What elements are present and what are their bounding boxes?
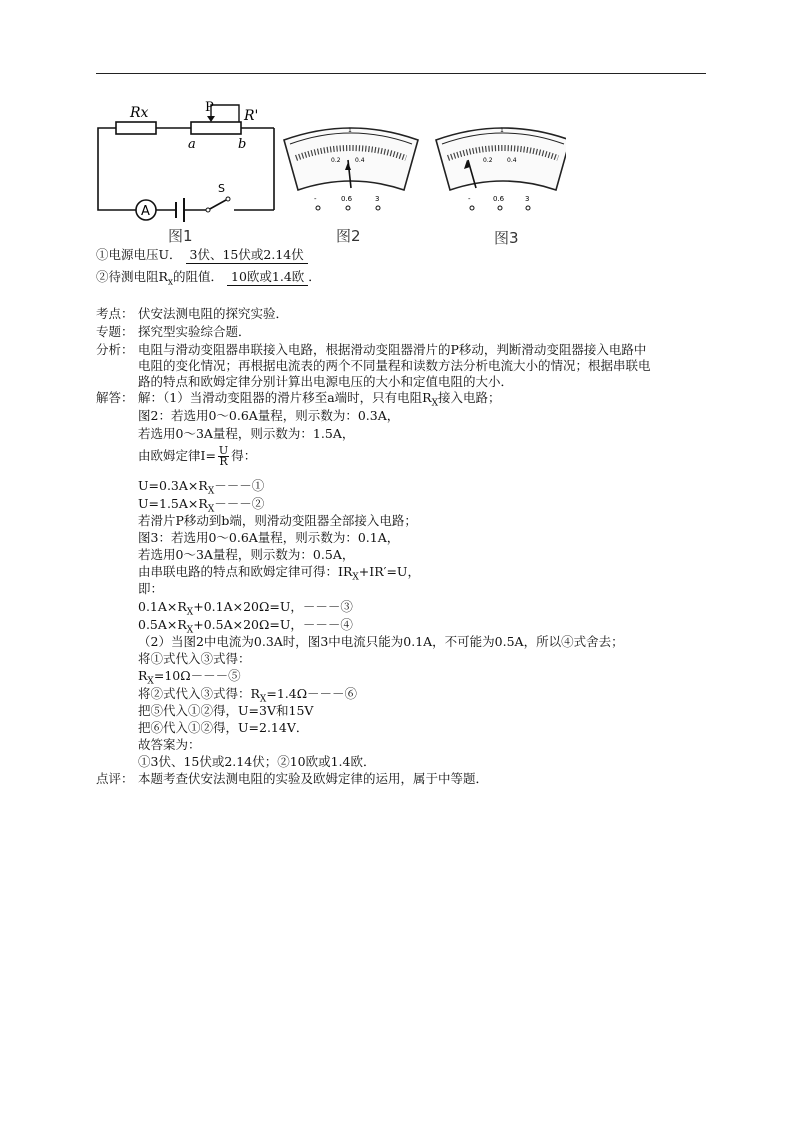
terminal-label: 3 xyxy=(525,195,530,203)
equation-1: $U=0.3A\times R_X---①$ xyxy=(138,478,265,497)
fenxi-line-3: 路的特点和欧姆定律分别计算出电源电压的大小和定值电阻的大小． xyxy=(138,374,514,389)
rx-label: Rx xyxy=(130,105,149,121)
q1-answer: 3伏、15伏或2.14伏 xyxy=(186,247,308,264)
fenxi-row: 分析： 电阻与滑动变阻器串联接入电路，根据滑动变阻器滑片的P移动，判断滑动变阻器接入电路中 xyxy=(96,342,647,357)
a-label: a xyxy=(188,137,196,152)
circuit-and-meters xyxy=(96,98,566,248)
solution-line: 由串联电路的特点和欧姆定律可得：$IR_X+IR'=U$， xyxy=(138,564,420,583)
solution-line: 图2：若选用0～0.6A量程，则示数为：0.3A， xyxy=(138,408,400,423)
scale-tick-label: 1 xyxy=(348,127,352,134)
solution-line: 若滑片P移动到b端，则滑动变阻器全部接入电路； xyxy=(138,513,417,528)
scale-tick-label: 0.4 xyxy=(355,157,365,164)
fraction-u-over-r: $\frac{U}{R}$ xyxy=(218,444,229,468)
solution-line: 即： xyxy=(138,581,164,596)
question-1: ①电源电压U． 3伏、15伏或2.14伏 xyxy=(96,247,308,264)
q2-answer: 10欧或1.4欧 xyxy=(227,269,308,286)
slider-arrow xyxy=(207,116,215,122)
kaodian-row: 考点： 伏安法测电阻的探究实验． xyxy=(96,306,289,321)
scale-tick-label: 0.4 xyxy=(507,157,517,164)
fig3-caption: 图3 xyxy=(494,229,519,247)
jieda-row: 解答： 解：（1）当滑动变阻器的滑片移至a端时，只有电阻$R_X$接入电路； xyxy=(96,390,501,409)
fig2-caption: 图2 xyxy=(336,227,361,245)
equation-6: 将②式代入③式得：$R_X=1.4\Omega---⑥$ xyxy=(138,686,358,705)
equation-4: $0.5A\times R_X+0.5A\times 20\Omega=U$，－－－④ xyxy=(138,617,353,636)
ammeter-letter: A xyxy=(141,204,150,219)
dianping-row: 点评： 本题考查伏安法测电阻的实验及欧姆定律的运用，属于中等题． xyxy=(96,771,489,786)
terminal-label: 0.6 xyxy=(493,195,505,203)
final-answer: ①3伏、15伏或2.14伏；②10欧或1.4欧． xyxy=(138,754,376,769)
question-2: ②待测电阻$R_x$的阻值． 10欧或1.4欧 ． xyxy=(96,269,321,288)
s-label: S xyxy=(218,182,225,195)
rprime-label: R' xyxy=(244,108,259,124)
fig1-caption: 图1 xyxy=(168,227,193,245)
figures-row xyxy=(96,98,566,248)
terminal-label: 3 xyxy=(375,195,380,203)
terminal-label: - xyxy=(314,195,317,203)
solution-line: 把⑥代入①②得，U=2.14V． xyxy=(138,720,309,735)
fenxi-line-2: 电阻的变化情况；再根据电流表的两个不同量程和读数方法分析电流大小的情况；根据串联电 xyxy=(138,358,651,373)
b-label: b xyxy=(238,137,247,152)
solution-line-ohm: 由欧姆定律I= $\frac{U}{R}$ 得： xyxy=(138,444,257,468)
header-rule xyxy=(96,73,706,74)
p-label: P xyxy=(205,100,214,115)
solution-line: 若选用0～3A量程，则示数为：0.5A， xyxy=(138,547,355,562)
solution-line: 故答案为： xyxy=(138,737,201,752)
solution-line: （2）当图2中电流为0.3A时，图3中电流只能为0.1A，不可能为0.5A，所以④式舍去； xyxy=(138,634,624,649)
solution-line: 图3：若选用0～0.6A量程，则示数为：0.1A， xyxy=(138,530,400,545)
solution-line: 将①式代入③式得： xyxy=(138,651,251,666)
zhuanti-row: 专题： 探究型实验综合题． xyxy=(96,324,251,339)
solution-line: 若选用0～3A量程，则示数为：1.5A， xyxy=(138,426,355,441)
equation-3: $0.1A\times R_X+0.1A\times 20\Omega=U$，－－－③ xyxy=(138,599,353,618)
terminal-label: 0.6 xyxy=(341,195,353,203)
terminal-label: - xyxy=(468,195,471,203)
solution-line: 把⑤代入①②得，U=3V和15V xyxy=(138,703,314,718)
scale-tick-label: 1 xyxy=(500,127,504,134)
scale-tick-label: 0.2 xyxy=(331,157,341,164)
equation-2: $U=1.5A\times R_X---②$ xyxy=(138,496,265,515)
equation-5: $R_X=10\Omega---⑤$ xyxy=(138,668,241,687)
scale-tick-label: 0.2 xyxy=(483,157,493,164)
